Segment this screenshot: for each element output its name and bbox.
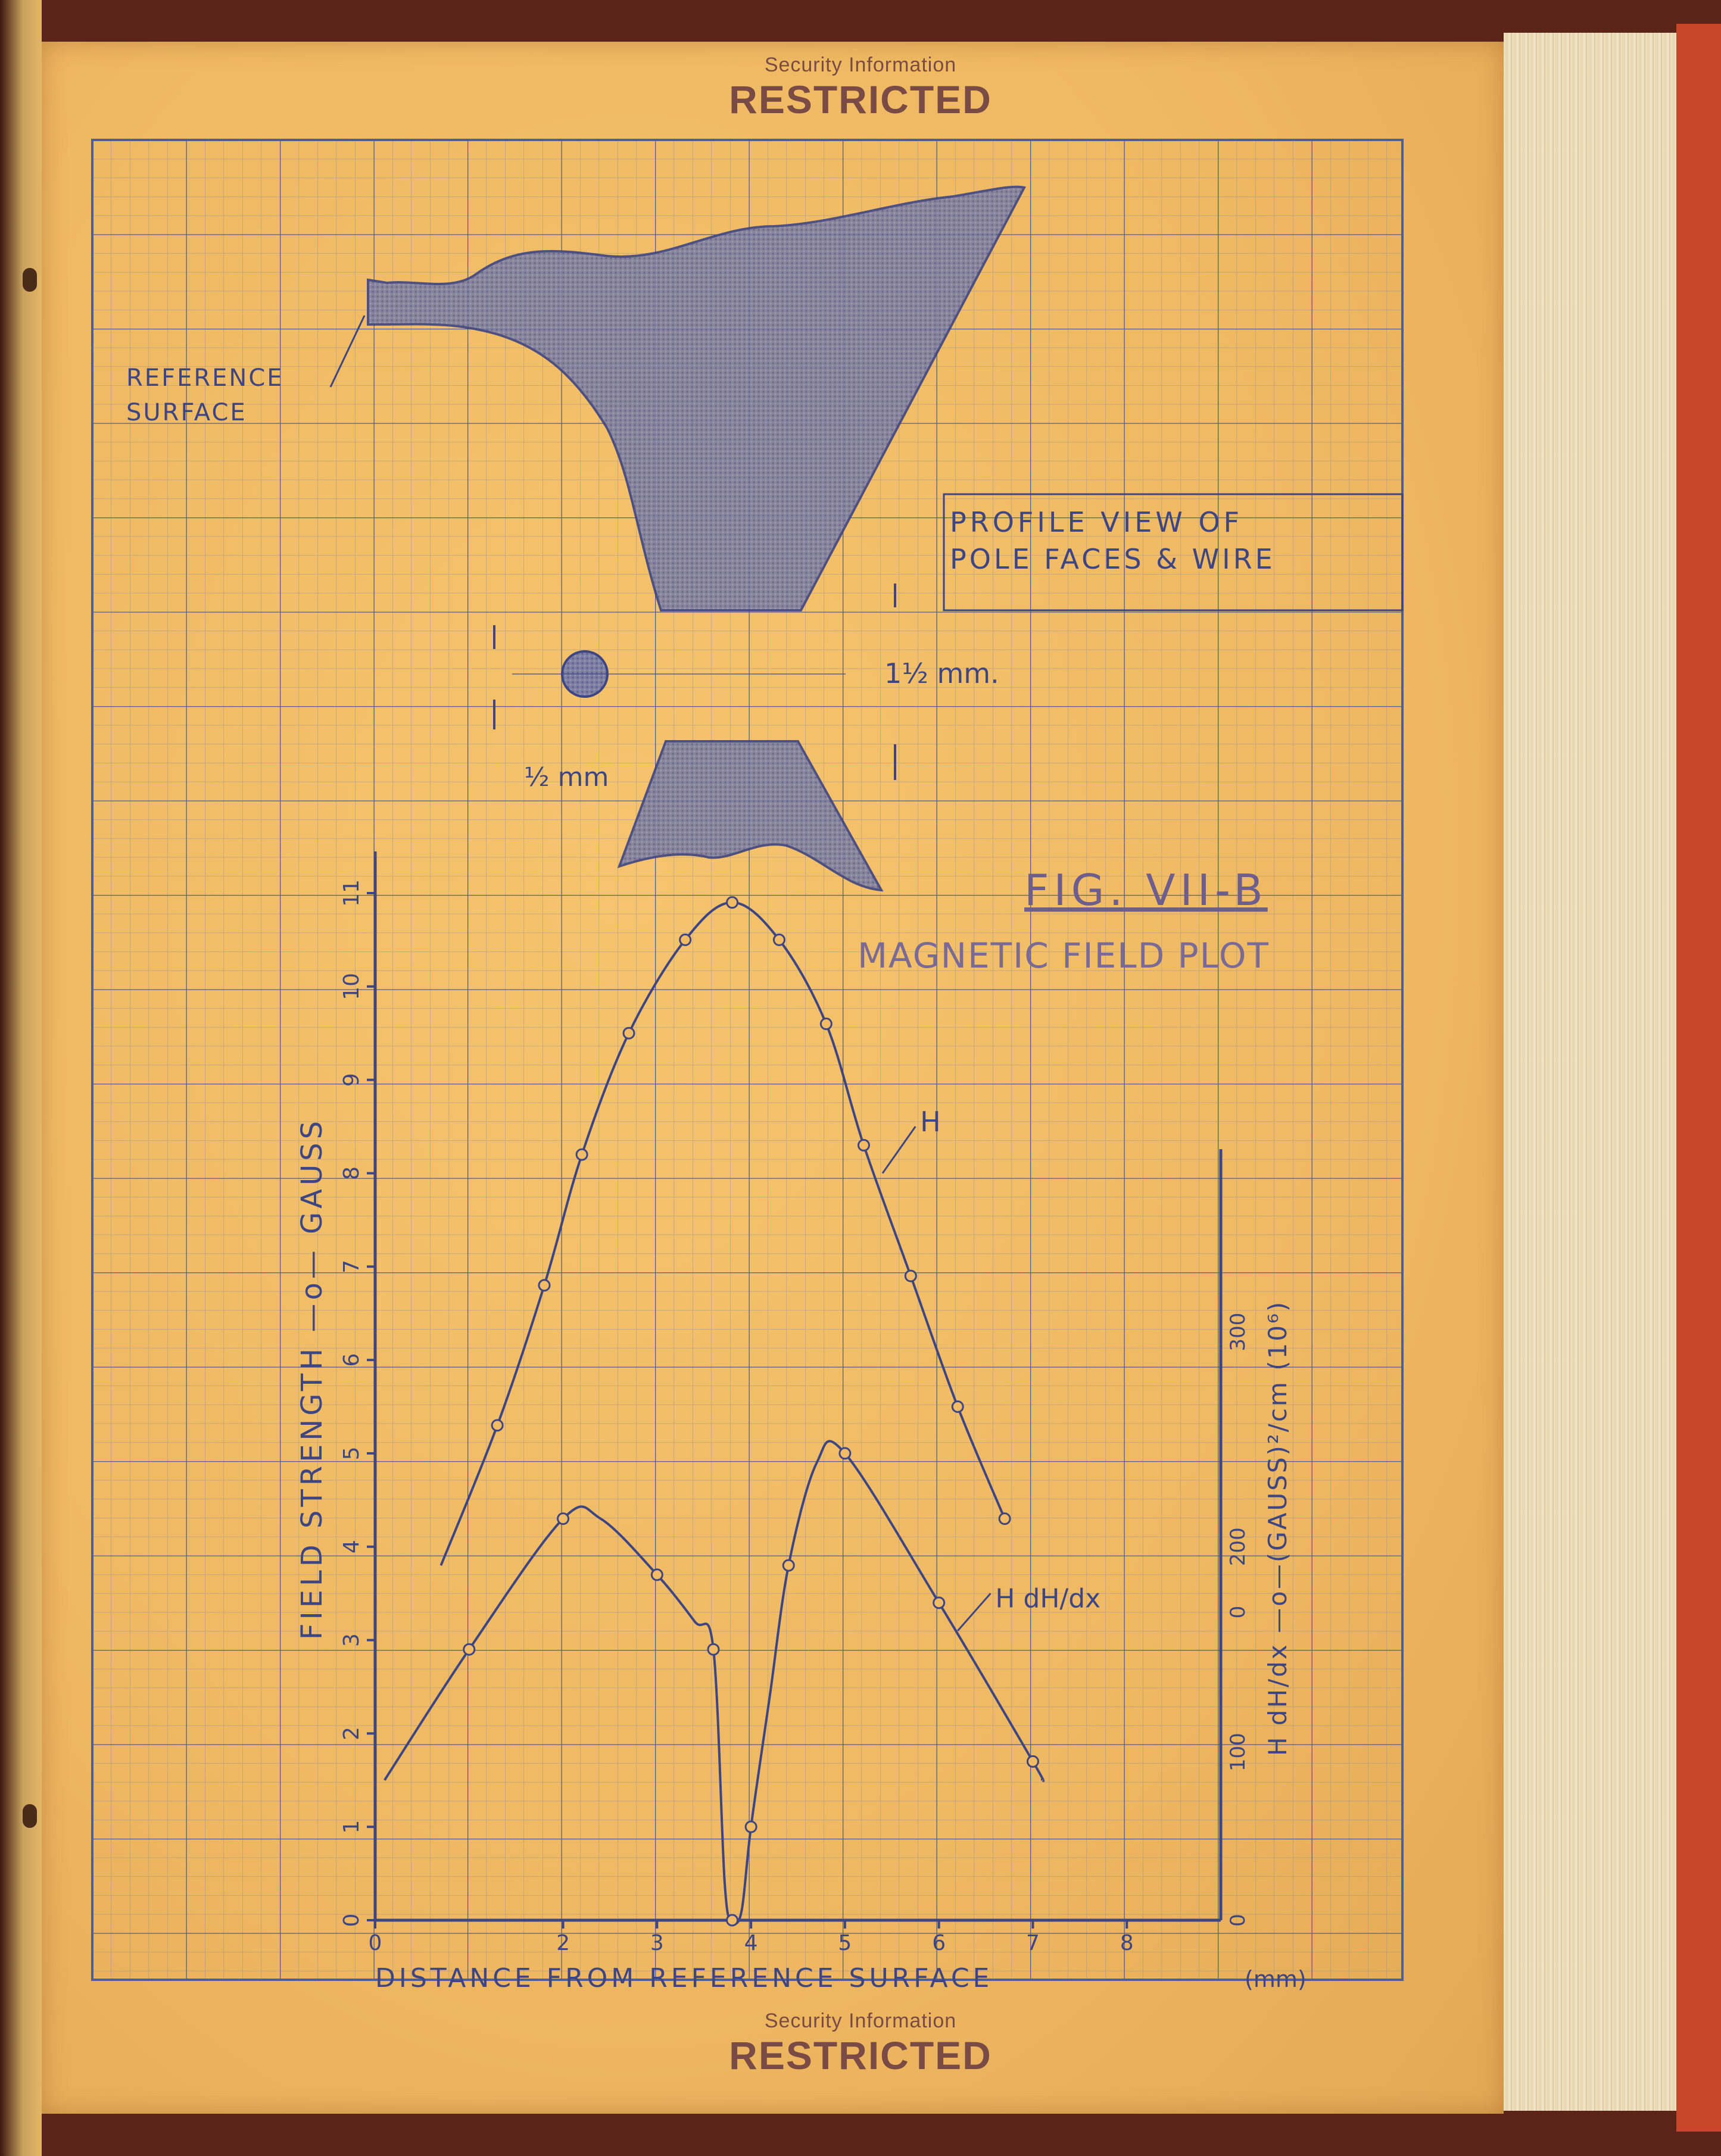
data-point-h — [576, 1149, 587, 1160]
profile-title-line-1: PROFILE VIEW OF — [950, 506, 1243, 538]
data-point-h-dhdx — [840, 1448, 850, 1459]
data-point-h — [623, 1028, 634, 1038]
data-point-h — [727, 897, 738, 908]
data-point-h — [774, 934, 784, 945]
restricted-stamp: RESTRICTED — [729, 2033, 992, 2077]
figure-number: FIG. VII-B — [1024, 865, 1268, 915]
profile-title-line-2: POLE FACES & WIRE — [950, 543, 1276, 575]
data-point-h — [905, 1271, 916, 1281]
y-tick-label: 2 — [339, 1726, 364, 1740]
wire-dimension-label: ½ mm — [524, 762, 609, 792]
data-point-h-dhdx — [651, 1570, 662, 1580]
x-tick-label: 5 — [838, 1931, 852, 1955]
security-information-text: Security Information — [764, 54, 957, 76]
y-axis-label: FIELD STRENGTH —o— GAUSS — [295, 1117, 329, 1640]
x-axis-unit: (mm) — [1245, 1966, 1307, 1992]
reference-label: REFERENCE — [126, 364, 284, 392]
y-tick-label: 11 — [339, 879, 364, 907]
data-point-h-dhdx — [727, 1915, 738, 1926]
security-information-text: Security Information — [764, 2010, 957, 2032]
x-tick-label: 7 — [1025, 1931, 1040, 1955]
data-point-h-dhdx — [746, 1821, 756, 1832]
data-point-h — [680, 934, 691, 945]
data-point-h-dhdx — [1027, 1756, 1038, 1767]
data-point-h — [999, 1514, 1010, 1524]
y-tick-label: 0 — [339, 1913, 364, 1927]
series-label-h: H — [920, 1105, 941, 1138]
y-tick-label: 5 — [339, 1446, 364, 1461]
right-tick-label: 100 — [1226, 1733, 1250, 1772]
y-tick-label: 8 — [339, 1166, 364, 1180]
surface-label: SURFACE — [126, 399, 247, 426]
y-tick-label: 10 — [339, 972, 364, 1000]
y-tick-label: 4 — [339, 1540, 364, 1554]
x-tick-label: 6 — [932, 1931, 946, 1955]
y-tick-label: 1 — [339, 1820, 364, 1834]
x-axis-label: DISTANCE FROM REFERENCE SURFACE — [375, 1963, 993, 1993]
data-point-h-dhdx — [783, 1560, 794, 1571]
right-tick-label: 0 — [1226, 1914, 1250, 1927]
x-tick-label: 4 — [744, 1931, 758, 1955]
data-point-h — [821, 1019, 831, 1029]
data-point-h-dhdx — [708, 1644, 719, 1655]
figure-caption: MAGNETIC FIELD PLOT — [858, 935, 1270, 976]
data-point-h-dhdx — [464, 1644, 475, 1655]
right-axis-label: H dH/dx —o—(GAUSS)²/cm (10⁶) — [1263, 1300, 1292, 1756]
right-tick-label: 0 — [1226, 1605, 1250, 1619]
x-tick-label: 0 — [368, 1931, 382, 1955]
data-point-h — [539, 1280, 550, 1291]
restricted-stamp: RESTRICTED — [729, 77, 992, 121]
x-tick-label: 3 — [650, 1931, 664, 1955]
y-tick-label: 6 — [339, 1353, 364, 1367]
data-point-h — [858, 1140, 869, 1150]
x-tick-label: 2 — [556, 1931, 570, 1955]
y-tick-label: 9 — [339, 1073, 364, 1087]
series-label-h-dhdx: H dH/dx — [995, 1583, 1101, 1614]
data-point-h — [952, 1402, 963, 1412]
x-tick-label: 8 — [1120, 1931, 1134, 1955]
y-tick-label: 3 — [339, 1633, 364, 1647]
data-point-h-dhdx — [934, 1598, 944, 1608]
data-point-h — [492, 1420, 503, 1431]
right-tick-label: 200 — [1226, 1527, 1250, 1567]
footer-stamp — [0, 2010, 1721, 2078]
right-tick-label: 300 — [1226, 1312, 1250, 1352]
y-tick-label: 7 — [339, 1259, 364, 1274]
gap-dimension-label: 1½ mm. — [884, 657, 999, 689]
data-point-h-dhdx — [558, 1514, 569, 1524]
